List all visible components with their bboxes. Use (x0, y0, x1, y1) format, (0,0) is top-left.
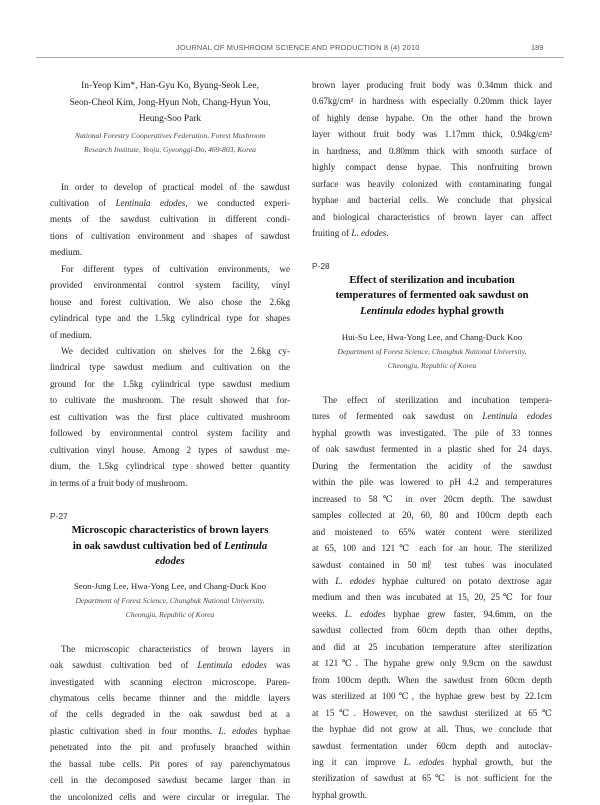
text-line: oak sawdust cultivation bed of Lentinula edodes was (50, 660, 290, 671)
author-line: Seon-Cheol Kim, Jong-Hyun Noh, Chang-Hyun You, (69, 97, 271, 108)
left-column (50, 78, 290, 805)
page-number: 189 (531, 43, 544, 52)
text-line: in hardness, and 0.80mm thick with smooth surface of (312, 145, 552, 156)
text-line: cylindrical type and the 1.5kg cylindrical type for shapes (50, 313, 290, 324)
affiliation-line: Department of Forest Science, Chungbuk National University, (337, 347, 527, 357)
text-line: dium, the 1.5kg cylindrical type showed better quantity (50, 461, 290, 472)
right-column (312, 78, 552, 803)
text-line: from 100cm depth. When the sawdust from 60cm depth (312, 674, 552, 685)
body-paragraph (50, 343, 290, 491)
text-line: ing it can improve L. edodes hyphal growth, but the (312, 757, 552, 767)
text-line: the uncolonized cells and were circular or irregular. The (50, 791, 290, 802)
title-line: temperatures of fermented oak sawdust on (335, 290, 529, 302)
text-line: fruiting of L. edodes. (312, 228, 389, 239)
text-line: provided environmental control system facility, vinyl (50, 280, 290, 291)
abstract-code: P-27 (50, 511, 68, 522)
text-line: with L. edodes hyphae cultured on potato dextrose agar (312, 576, 552, 587)
text-line: at 15℃. However, on the sawdust sterilized at 65℃ (312, 707, 552, 718)
text-line: plastic cultivation shed in four months. L. edodes hyphae (50, 725, 290, 736)
text-line: surface was heavily colonized with contaminating fungal (312, 178, 552, 189)
header-rule (36, 57, 564, 58)
text-line: medium. (50, 247, 83, 258)
running-header (0, 43, 600, 55)
text-line: hyphal growth was investigated. The pile of 33 tonnes (312, 427, 552, 438)
text-line: sawdust contained in 50㎖ test tubes was inoculated (312, 559, 552, 570)
text-line: tures of fermented oak sawdust on Lentinula edodes (312, 411, 552, 422)
text-line: chymatous cells became thinner and the middle layers (50, 692, 290, 703)
abstract-authors: Hui-Su Lee, Hwa-Yong Lee, and Chang-Duck Koo (341, 332, 523, 343)
author-line: Heung-Soo Park (138, 114, 202, 124)
affiliation-line: Research Institute, Yeoju, Gyeonggi-Do, 469-803, Korea (84, 144, 256, 154)
text-line: at 121℃. The hypahe grew only 9.9cm on the sawdust (312, 658, 552, 669)
abstract-affiliation (50, 129, 290, 157)
text-line: to cultivate the mushroom. The result showed that for- (50, 395, 290, 406)
text-line: sawdust fermentation under 60cm depth and autoclav- (312, 740, 552, 751)
text-line: weeks. L. edodes hyphae grew faster, 94.6mm, on the (312, 608, 552, 619)
text-line: house and forest cultivation. We also chose the 2.6kg (50, 296, 290, 307)
affiliation-line: Cheongju, Republic of Korea (387, 361, 477, 371)
text-line: and moistened to 65% water content were sterilized (312, 526, 552, 537)
text-line: lindrical type sawdust medium and cultivation on the (50, 362, 290, 373)
text-line: ground for the 1.5kg cylindrical type sawdust medium (50, 378, 290, 389)
body-paragraph (50, 179, 290, 261)
text-line: followed by environmental control system facility and (50, 428, 290, 439)
text-line: was sterilized at 100℃, the hyphae grew best by 22.1cm (312, 691, 552, 702)
title-line: edodes (155, 556, 185, 568)
text-line: We decided cultivation on shelves for the 2.6kg cy- (61, 346, 290, 357)
text-line: ments of the sawdust cultivation in different condi- (50, 214, 290, 225)
text-line: the bassal tube cells. Pit pores of ray parenchymatous (50, 758, 290, 769)
title-line: Lentinula edodes hyphal growth (360, 305, 504, 317)
text-line: of highly dense hypahe. On the other hand the brown (312, 112, 552, 123)
text-line: of the cells degraded in the oak sawdust bed at a (50, 709, 290, 720)
text-line: During the fermentation the acidity of the sawdust (312, 460, 552, 471)
affiliation-line: Department of Forest Science, Chungbuk National University, (75, 595, 265, 605)
text-line: at 65, 100 and 121℃ each for an hour. The sterilized (312, 543, 552, 554)
text-line: hyphae and bacterial cells. We conclude that physical (312, 195, 552, 206)
body-paragraph (50, 261, 290, 343)
title-line: in oak sawdust cultivation bed of Lentinula (72, 540, 268, 552)
abstract-code: P-28 (312, 260, 330, 271)
text-line: within the pile was lowered to pH 4.2 and temperatures (312, 477, 552, 488)
text-line: est cultivation was the first place cultivated mushroom (50, 411, 290, 422)
text-line: layer without fruit body was 1.17mm thick, 0.94kg/cm² (312, 129, 552, 140)
text-line: brown layer producing fruit body was 0.34mm thick and (312, 80, 552, 90)
text-line: cultivation vinyl house. Among 2 types of sawdust me- (50, 444, 290, 455)
text-line: hyphal growth. (312, 789, 368, 800)
text-line: cultivation of Lentinula edodes, we conducted experi- (50, 197, 290, 208)
text-line: The microscopic characteristics of brown layers in (61, 643, 290, 654)
text-line: highly compact dense hypae. This nonfruiting brown (312, 162, 552, 173)
affiliation-line: Cheongju, Republic of Korea (125, 609, 215, 619)
abstract-title (50, 523, 290, 570)
text-line: increased to 58℃ in over 20cm depth. The sawdust (312, 493, 552, 504)
abstract-authors (50, 78, 290, 128)
text-line: sawdust collected from 60cm depth than other depths, (312, 625, 552, 636)
text-line: of oak sawdust fermented in a plastic shed for 24 days. (312, 444, 552, 455)
text-line: of medium. (50, 329, 92, 340)
text-line: sterilization of sawdust at 65℃ is not sufficient for the (312, 773, 552, 784)
affiliation-line: National Forestry Cooperatives Federation, Forest Mushroom (74, 130, 266, 140)
text-line: In order to develop of practical model of the sawdust (61, 181, 290, 192)
abstract-authors: Seon-Jung Lee, Hwa-Yong Lee, and Chang-Duck Koo (73, 580, 267, 591)
text-line: cell in the decomposed sawdust became larger than in (50, 775, 290, 786)
abstract-affiliation (50, 594, 290, 622)
body-paragraph (50, 641, 290, 805)
author-line: In-Yeop Kim*, Han-Gyu Ko, Byung-Seok Lee, (81, 81, 259, 91)
text-line: in terms of a fruit body of mushroom. (50, 477, 188, 488)
text-line: samples collected at 20, 60, 80 and 100cm depth each (312, 510, 552, 521)
text-line: For different types of cultivation environments, we (61, 263, 290, 274)
text-line: penetrated into the pit and profusely branched within (50, 742, 290, 753)
title-line: Effect of sterilization and incubation (349, 274, 515, 286)
text-line: the hyphae did not grow at all. Thus, we conclude that (312, 724, 552, 735)
text-line: and biological characteristics of brown layer can affect (312, 211, 552, 222)
text-line: and did at 25 incubation temperature after sterilization (312, 641, 552, 652)
abstract-affiliation (312, 345, 552, 373)
body-paragraph (312, 392, 552, 803)
text-line: The effect of sterilization and incubation tempera- (323, 395, 552, 406)
text-line: tions of cultivation environment and shapes of sawdust (50, 230, 290, 241)
body-paragraph (312, 77, 552, 242)
text-line: investigated with scanning electron microscope. Paren- (50, 676, 290, 687)
journal-title: JOURNAL OF MUSHROOM SCIENCE AND PRODUCTION 8 (4) 2010 (176, 43, 420, 52)
title-line: Microscopic characteristics of brown layers (71, 525, 269, 537)
abstract-title (312, 273, 552, 320)
text-line: medium and then was incubated at 15, 20, 25℃ for four (312, 592, 552, 603)
text-line: 0.67kg/cm² in hardness with especially 0.20mm thick layer (312, 96, 552, 107)
